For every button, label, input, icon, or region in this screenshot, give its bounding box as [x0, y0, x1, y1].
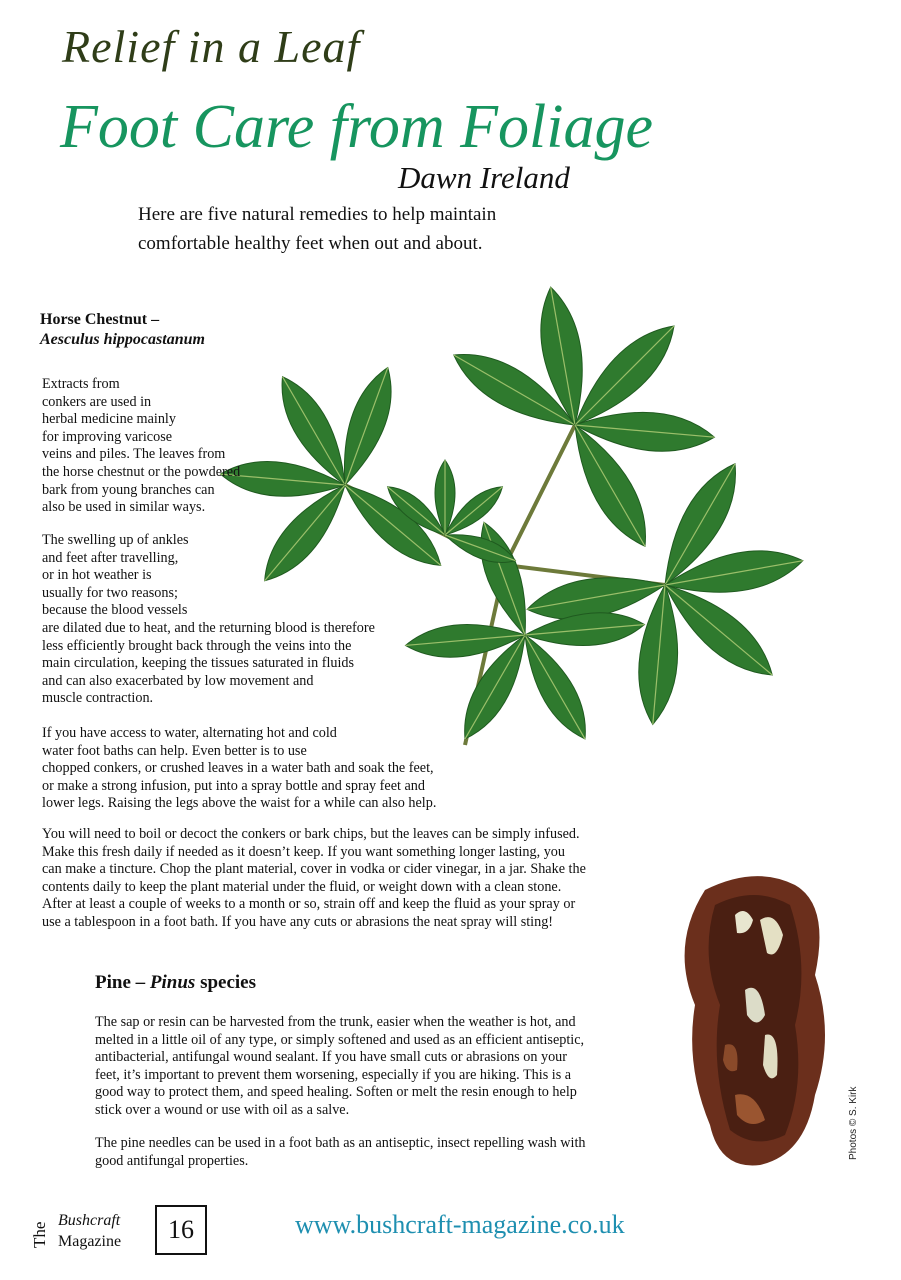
horse-chestnut-paragraph-3: If you have access to water, alternating hot and cold water foot baths can help. Even better is to use chopped conkers, or crushed leaves in a water bath and soak the feet, or make a strong infusion, put into a spray bottle and spray feet and lower legs. Raising the legs above the waist for a while can also help.	[42, 725, 437, 812]
horse-chestnut-paragraph-2: The swelling up of ankles and feet after travelling, or in hot weather is usually for two reasons; because the blood vessels are dilated due to heat, and the returning blood is therefore less efficiently brought back through the veins into the main circulation, keeping the tissues saturated in fluids and can also exacerbated by low movement and muscle contraction.	[42, 532, 375, 707]
pine-paragraph-1: The sap or resin can be harvested from the trunk, easier when the weather is hot, and melted in a little oil of any type, or simply softened and used as an efficient antiseptic, antibacterial, antifungal wound sealant. If you have small cuts or abrasions on your feet, it’s important to prevent them worsening, especially if you are hiking. This is a good way to protect them, and speed healing. Soften or melt the resin enough to help stick over a wound or use with oil as a salve.	[95, 1014, 585, 1118]
author-name: Dawn Ireland	[398, 160, 570, 195]
footer-magazine-word: Magazine	[58, 1233, 122, 1250]
horse-chestnut-paragraph-1: Extracts from conkers are used in herbal medicine mainly for improving varicose veins and piles. The leaves from the horse chestnut or the powdered bark from young branches can also be used in similar ways.	[42, 376, 241, 516]
pine-paragraph-2: The pine needles can be used in a foot bath as an antiseptic, insect repelling wash with good antifungal properties.	[95, 1135, 586, 1169]
footer-the: The	[30, 1221, 49, 1248]
footer-magazine-name: Bushcraft	[58, 1212, 121, 1229]
photo-credit: Photos © S. Kirk	[848, 1086, 859, 1160]
pine-resin-image	[665, 865, 845, 1170]
article-title: Foot Care from Foliage	[60, 93, 653, 161]
series-title: Relief in a Leaf	[62, 21, 361, 72]
horse-chestnut-paragraph-4: You will need to boil or decoct the conkers or bark chips, but the leaves can be simply infused. Make this fresh daily if needed as it doesn’t keep. If you want something longer lasting, you can make a tincture. Chop the plant material, cover in vodka or cider vinegar, in a jar. Shake the contents daily to keep the plant material under the fluid, or weight down with a clean stone. After at least a couple of weeks to a month or so, strain off and keep the fluid as your spray or use a tablespoon in a foot bath. If you have any cuts or abrasions the neat spray will sting!	[42, 826, 586, 930]
page-number: 16	[155, 1205, 207, 1255]
website-link[interactable]: www.bushcraft-magazine.co.uk	[295, 1210, 625, 1239]
intro-text: Here are five natural remedies to help maintain comfortable healthy feet when out and about.	[138, 204, 497, 254]
pine-heading: Pine – Pinus species	[95, 972, 256, 993]
horse-chestnut-heading: Horse Chestnut – Aesculus hippocastanum	[40, 311, 205, 348]
